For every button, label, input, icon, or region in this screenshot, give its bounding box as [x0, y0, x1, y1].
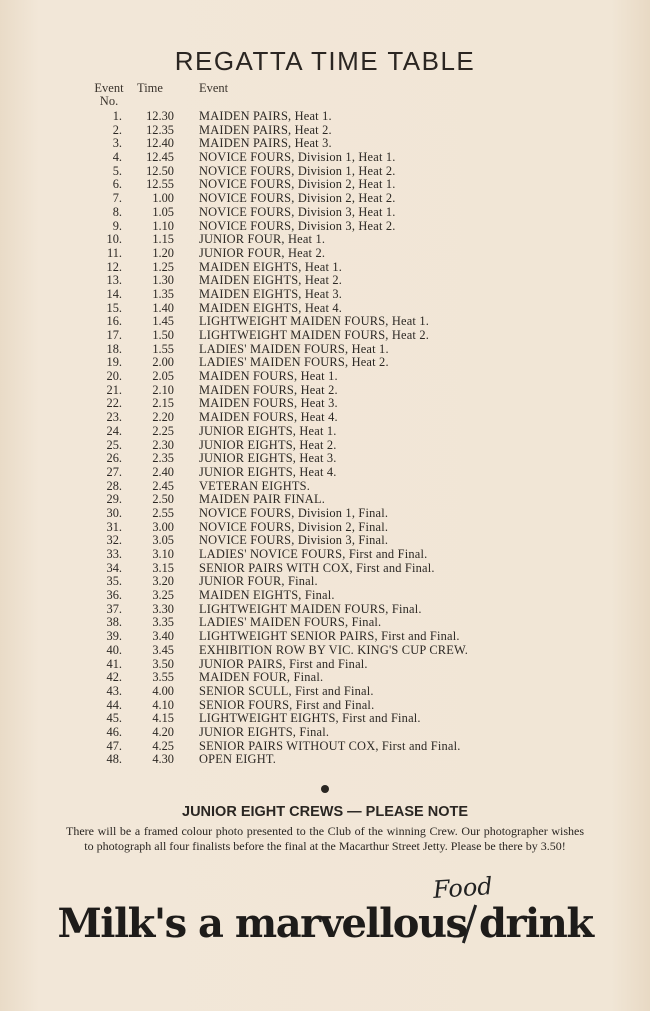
bullet-divider: [321, 785, 329, 793]
timetable-row: [0, 192, 650, 206]
event-number: 25.: [106, 437, 122, 452]
event-number: 15.: [106, 300, 122, 315]
event-description: NOVICE FOURS, Division 3, Heat 1.: [199, 204, 396, 219]
timetable-row: [0, 178, 650, 192]
event-time: 2.10: [152, 382, 174, 397]
event-time: 2.45: [152, 478, 174, 493]
timetable-row: [0, 370, 650, 384]
event-number: 30.: [106, 505, 122, 520]
event-time: 12.55: [146, 177, 174, 192]
timetable-row: [0, 685, 650, 699]
timetable-row: [0, 575, 650, 589]
event-time: 1.35: [152, 286, 174, 301]
event-number: 8.: [112, 204, 122, 219]
handwritten-annotation: Food: [432, 871, 494, 905]
event-time: 4.15: [152, 711, 174, 726]
event-time: 4.20: [152, 724, 174, 739]
event-time: 1.00: [152, 191, 174, 206]
timetable-row: [0, 110, 650, 124]
event-time: 1.20: [152, 245, 174, 260]
event-description: NOVICE FOURS, Division 3, Final.: [199, 533, 389, 548]
event-description: JUNIOR EIGHTS, Heat 1.: [199, 423, 337, 438]
timetable-row: [0, 726, 650, 740]
timetable-row: [0, 671, 650, 685]
event-description: NOVICE FOURS, Division 3, Heat 2.: [199, 218, 396, 233]
event-number: 12.: [106, 259, 122, 274]
event-number: 5.: [112, 163, 122, 178]
event-time: 1.50: [152, 328, 174, 342]
event-description: MAIDEN FOUR, Final.: [199, 670, 324, 685]
event-number: 10.: [106, 232, 122, 247]
note-body: There will be a framed colour photo presented to the Club of the winning Crew. Our photographer wishes to photograph all four finalists before the final at the Macarthur Street Jetty. Please be there by 3.50!: [66, 824, 584, 853]
event-time: 12.30: [146, 109, 174, 123]
column-header-event-no: Event No.: [94, 81, 124, 108]
event-number: 13.: [106, 273, 122, 288]
event-number: 35.: [106, 574, 122, 589]
event-description: VETERAN EIGHTS.: [199, 478, 311, 493]
event-number: 41.: [106, 656, 122, 671]
event-description: LIGHTWEIGHT EIGHTS, First and Final.: [199, 711, 421, 726]
event-time: 3.00: [152, 519, 174, 534]
page-title: REGATTA TIME TABLE: [174, 46, 476, 76]
event-description: SENIOR PAIRS WITHOUT COX, First and Final.: [199, 738, 461, 753]
timetable-row: [0, 480, 650, 494]
event-time: 1.30: [152, 273, 174, 288]
timetable-row: [0, 439, 650, 453]
event-number: 43.: [106, 683, 122, 698]
timetable-row: [0, 548, 650, 562]
event-time: 1.55: [152, 341, 174, 356]
advert-slogan: Milk's a marvellous drink: [57, 900, 593, 947]
timetable-row: [0, 151, 650, 165]
column-header-event: Event: [199, 81, 229, 95]
event-description: MAIDEN EIGHTS, Heat 2.: [199, 273, 343, 288]
event-description: MAIDEN FOURS, Heat 4.: [199, 410, 338, 425]
timetable-row: [0, 343, 650, 357]
event-description: MAIDEN PAIRS, Heat 3.: [199, 136, 332, 151]
event-number: 21.: [106, 382, 122, 397]
timetable-row: [0, 753, 650, 767]
event-description: LADIES' MAIDEN FOURS, Final.: [199, 615, 382, 630]
event-description: NOVICE FOURS, Division 1, Heat 2.: [199, 163, 396, 178]
event-description: OPEN EIGHT.: [199, 752, 276, 767]
event-time: 3.40: [152, 629, 174, 644]
note-heading: JUNIOR EIGHT CREWS — PLEASE NOTE: [182, 804, 468, 820]
event-description: SENIOR FOURS, First and Final.: [199, 697, 375, 712]
event-description: LIGHTWEIGHT MAIDEN FOURS, Final.: [199, 601, 422, 616]
event-number: 48.: [106, 752, 122, 767]
event-number: 42.: [106, 670, 122, 685]
timetable-row: [0, 384, 650, 398]
event-number: 34.: [106, 560, 122, 575]
event-number: 40.: [106, 642, 122, 657]
event-number: 24.: [106, 423, 122, 438]
event-number: 14.: [106, 286, 122, 301]
timetable-row: [0, 699, 650, 713]
event-number: 17.: [106, 328, 122, 342]
event-time: 2.50: [152, 492, 174, 507]
event-number: 7.: [112, 191, 122, 206]
event-description: JUNIOR EIGHTS, Heat 4.: [199, 464, 337, 479]
event-number: 1.: [112, 109, 122, 123]
event-description: EXHIBITION ROW BY VIC. KING'S CUP CREW.: [199, 642, 469, 657]
event-description: MAIDEN PAIR FINAL.: [199, 492, 326, 507]
event-time: 3.45: [152, 642, 174, 657]
timetable-row: [0, 315, 650, 329]
event-time: 1.45: [152, 314, 174, 329]
event-time: 3.35: [152, 615, 174, 630]
event-description: JUNIOR FOUR, Heat 1.: [199, 232, 326, 247]
timetable-row: [0, 589, 650, 603]
event-description: MAIDEN FOURS, Heat 2.: [199, 382, 338, 397]
event-number: 23.: [106, 410, 122, 425]
event-time: 3.30: [152, 601, 174, 616]
event-description: LADIES' NOVICE FOURS, First and Final.: [199, 547, 428, 561]
timetable-row: [0, 329, 650, 343]
event-number: 44.: [106, 697, 122, 712]
event-time: 4.25: [152, 738, 174, 753]
event-number: 29.: [106, 492, 122, 507]
event-description: NOVICE FOURS, Division 2, Heat 2.: [199, 191, 396, 206]
timetable-row: [0, 507, 650, 521]
event-number: 39.: [106, 629, 122, 644]
timetable-row: [0, 562, 650, 576]
event-description: SENIOR SCULL, First and Final.: [199, 683, 374, 698]
event-description: MAIDEN EIGHTS, Final.: [199, 588, 335, 603]
event-description: MAIDEN EIGHTS, Heat 4.: [199, 300, 343, 315]
timetable-list: [0, 110, 650, 767]
timetable-row: [0, 411, 650, 425]
event-description: NOVICE FOURS, Division 1, Heat 1.: [199, 150, 396, 165]
timetable-row: [0, 658, 650, 672]
timetable-row: [0, 247, 650, 261]
event-time: 12.45: [146, 150, 174, 165]
event-number: 36.: [106, 588, 122, 603]
event-time: 2.25: [152, 423, 174, 438]
event-number: 19.: [106, 355, 122, 370]
event-description: JUNIOR EIGHTS, Heat 3.: [199, 451, 337, 466]
event-description: SENIOR PAIRS WITH COX, First and Final.: [199, 560, 435, 575]
event-time: 3.50: [152, 656, 174, 671]
event-number: 4.: [112, 150, 122, 165]
event-description: MAIDEN PAIRS, Heat 2.: [199, 122, 332, 137]
event-number: 27.: [106, 464, 122, 479]
event-number: 18.: [106, 341, 122, 356]
column-header-time: Time: [137, 81, 163, 95]
event-time: 4.30: [152, 752, 174, 767]
event-time: 3.10: [152, 547, 174, 561]
event-number: 16.: [106, 314, 122, 329]
event-number: 20.: [106, 369, 122, 384]
timetable-row: [0, 261, 650, 275]
event-time: 3.55: [152, 670, 174, 685]
event-description: LIGHTWEIGHT SENIOR PAIRS, First and Final.: [199, 629, 460, 644]
event-description: MAIDEN FOURS, Heat 3.: [199, 396, 338, 411]
timetable-row: [0, 466, 650, 480]
timetable-row: [0, 165, 650, 179]
event-time: 1.40: [152, 300, 174, 315]
timetable-row: [0, 616, 650, 630]
event-description: JUNIOR EIGHTS, Heat 2.: [199, 437, 337, 452]
event-time: 1.05: [152, 204, 174, 219]
timetable-row: [0, 521, 650, 535]
event-description: MAIDEN FOURS, Heat 1.: [199, 369, 338, 384]
event-number: 9.: [112, 218, 122, 233]
timetable-row: [0, 397, 650, 411]
event-time: 2.20: [152, 410, 174, 425]
event-number: 31.: [106, 519, 122, 534]
event-number: 47.: [106, 738, 122, 753]
timetable-row: [0, 220, 650, 234]
timetable-row: [0, 356, 650, 370]
event-number: 11.: [106, 245, 122, 260]
event-time: 4.00: [152, 683, 174, 698]
event-number: 38.: [106, 615, 122, 630]
timetable-row: [0, 630, 650, 644]
event-number: 2.: [112, 122, 122, 137]
event-description: LADIES' MAIDEN FOURS, Heat 2.: [199, 355, 389, 370]
event-time: 3.15: [152, 560, 174, 575]
event-description: NOVICE FOURS, Division 2, Final.: [199, 519, 389, 534]
timetable-row: [0, 644, 650, 658]
event-time: 12.40: [146, 136, 174, 151]
event-time: 1.10: [152, 218, 174, 233]
event-time: 1.25: [152, 259, 174, 274]
event-description: MAIDEN EIGHTS, Heat 1.: [199, 259, 343, 274]
timetable-row: [0, 206, 650, 220]
event-time: 3.20: [152, 574, 174, 589]
event-number: 46.: [106, 724, 122, 739]
timetable-row: [0, 302, 650, 316]
event-number: 37.: [106, 601, 122, 616]
timetable-row: [0, 274, 650, 288]
timetable-row: [0, 603, 650, 617]
timetable-row: [0, 425, 650, 439]
timetable-row: [0, 452, 650, 466]
event-number: 22.: [106, 396, 122, 411]
event-description: JUNIOR FOUR, Final.: [199, 574, 318, 589]
event-number: 6.: [112, 177, 122, 192]
timetable-row: [0, 740, 650, 754]
event-description: LADIES' MAIDEN FOURS, Heat 1.: [199, 341, 389, 356]
event-time: 2.35: [152, 451, 174, 466]
timetable-row: [0, 493, 650, 507]
event-description: MAIDEN PAIRS, Heat 1.: [199, 109, 332, 123]
timetable-row: [0, 534, 650, 548]
event-description: NOVICE FOURS, Division 2, Heat 1.: [199, 177, 396, 192]
event-number: 45.: [106, 711, 122, 726]
event-description: LIGHTWEIGHT MAIDEN FOURS, Heat 2.: [199, 328, 430, 342]
event-description: JUNIOR FOUR, Heat 2.: [199, 245, 326, 260]
event-time: 4.10: [152, 697, 174, 712]
event-number: 33.: [106, 547, 122, 561]
timetable-row: [0, 233, 650, 247]
event-number: 28.: [106, 478, 122, 493]
event-time: 2.40: [152, 464, 174, 479]
event-time: 2.05: [152, 369, 174, 384]
event-number: 3.: [112, 136, 122, 151]
event-time: 12.50: [146, 163, 174, 178]
event-time: 2.30: [152, 437, 174, 452]
timetable-row: [0, 124, 650, 138]
event-number: 26.: [106, 451, 122, 466]
event-description: NOVICE FOURS, Division 1, Final.: [199, 505, 389, 520]
timetable-row: [0, 137, 650, 151]
event-time: 3.05: [152, 533, 174, 548]
timetable-row: [0, 288, 650, 302]
event-time: 1.15: [152, 232, 174, 247]
event-time: 2.00: [152, 355, 174, 370]
event-time: 3.25: [152, 588, 174, 603]
event-description: MAIDEN EIGHTS, Heat 3.: [199, 286, 343, 301]
timetable-row: [0, 712, 650, 726]
event-time: 2.55: [152, 505, 174, 520]
event-time: 12.35: [146, 122, 174, 137]
event-description: LIGHTWEIGHT MAIDEN FOURS, Heat 1.: [199, 314, 430, 329]
event-number: 32.: [106, 533, 122, 548]
event-description: JUNIOR EIGHTS, Final.: [199, 724, 330, 739]
event-description: JUNIOR PAIRS, First and Final.: [199, 656, 368, 671]
event-time: 2.15: [152, 396, 174, 411]
